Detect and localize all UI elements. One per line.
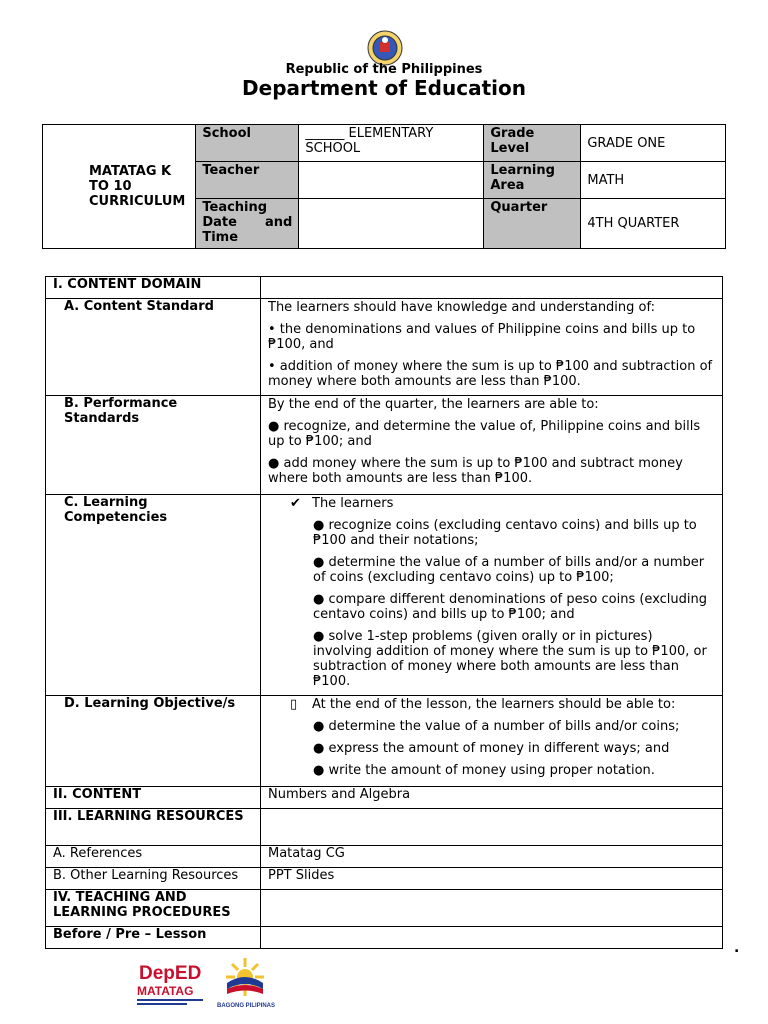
quarter-label: Quarter (484, 199, 581, 249)
matatag-logo-text: MATATAG (137, 984, 194, 998)
stray-dot: . (734, 940, 740, 956)
deped-matatag-logo-icon (135, 957, 207, 1007)
objectives-intro: At the end of the lesson, the learners should be able to: (312, 697, 676, 712)
learning-resources-value (261, 809, 723, 846)
learning-objectives-cell (261, 696, 723, 787)
performance-standards-label: B. Performance Standards (46, 396, 261, 495)
learning-resources-label: III. LEARNING RESOURCES (46, 809, 261, 846)
objective-item: ● express the amount of money in different ways; and (313, 741, 670, 756)
lesson-plan-table (45, 276, 723, 949)
other-resources-label: B. Other Learning Resources (46, 868, 261, 890)
content-domain-heading: I. CONTENT DOMAIN (46, 277, 261, 299)
deped-seal-icon (356, 30, 414, 66)
grade-level-value: GRADE ONE (581, 125, 726, 162)
procedures-label: IV. TEACHING AND LEARNING PROCEDURES (46, 890, 261, 927)
other-resources-value: PPT Slides (261, 868, 723, 890)
republic-heading: Republic of the Philippines (285, 62, 483, 77)
teacher-label: Teacher (196, 162, 299, 199)
department-heading: Department of Education (242, 76, 526, 100)
competency-item: ● solve 1-step problems (given orally or in pictures) involving addition of money where the sum is up to ₱100, or subtraction of money where both amounts are less than ₱100. (313, 629, 707, 689)
references-label: A. References (46, 846, 261, 868)
learning-competencies-label: C. Learning Competencies (46, 495, 261, 696)
competency-item: ● determine the value of a number of bills and/or a number of coins (excluding centavo coins) up to ₱100; (313, 555, 705, 585)
teacher-value (299, 162, 484, 199)
learning-competencies-cell (261, 495, 723, 696)
competencies-intro: The learners (312, 496, 394, 511)
deped-logo-text: DepED (139, 963, 202, 984)
content-standard-cell (261, 299, 723, 396)
teaching-date-value (299, 199, 484, 249)
content-label: II. CONTENT (46, 787, 261, 809)
performance-item: ● add money where the sum is up to ₱100 and subtract money where both amounts are less than ₱100. (268, 456, 683, 486)
content-domain-value (261, 277, 723, 299)
procedures-value (261, 890, 723, 927)
curriculum-label: MATATAG K TO 10 CURRICULUM (89, 164, 186, 209)
performance-intro: By the end of the quarter, the learners are able to: (268, 397, 599, 412)
learning-area-value: MATH (581, 162, 726, 199)
content-standard-item: • the denominations and values of Philippine coins and bills up to ₱100, and (268, 322, 696, 352)
school-label: School (196, 125, 299, 162)
references-value: Matatag CG (261, 846, 723, 868)
content-standard-intro: The learners should have knowledge and understanding of: (268, 300, 655, 315)
objective-item: ● determine the value of a number of bills and/or coins; (313, 719, 680, 734)
competency-item: ● recognize coins (excluding centavo coins) and bills up to ₱100 and their notations; (313, 518, 697, 548)
learning-area-label: Learning Area (484, 162, 581, 199)
curriculum-cell (43, 125, 196, 249)
checkmark-icon: ✔ (290, 496, 301, 511)
before-lesson-label: Before / Pre – Lesson (46, 927, 261, 949)
content-standard-item: • addition of money where the sum is up to ₱100 and subtraction of money where both amounts are less than ₱100. (268, 359, 713, 389)
grade-level-label: Grade Level (484, 125, 581, 162)
content-standard-label: A. Content Standard (46, 299, 261, 396)
objective-item: ● write the amount of money using proper notation. (313, 763, 655, 778)
competency-item: ● compare different denominations of peso coins (excluding centavo coins) and bills up to ₱100; and (313, 592, 708, 622)
teaching-date-label: Teaching Date and Time (196, 199, 299, 249)
content-value: Numbers and Algebra (261, 787, 723, 809)
quarter-value: 4TH QUARTER (581, 199, 726, 249)
bullet-box-icon: ▯ (290, 697, 298, 712)
bagong-pilipinas-text: BAGONG PILIPINAS (217, 1003, 276, 1009)
performance-standards-cell (261, 396, 723, 495)
performance-item: ● recognize, and determine the value of, Philippine coins and bills up to ₱100; and (268, 419, 701, 449)
learning-objectives-label: D. Learning Objective/s (46, 696, 261, 787)
before-lesson-value (261, 927, 723, 949)
school-value: ______ ELEMENTARY SCHOOL (299, 125, 484, 162)
lesson-info-table (42, 124, 726, 249)
bagong-pilipinas-logo-icon (215, 955, 279, 1010)
